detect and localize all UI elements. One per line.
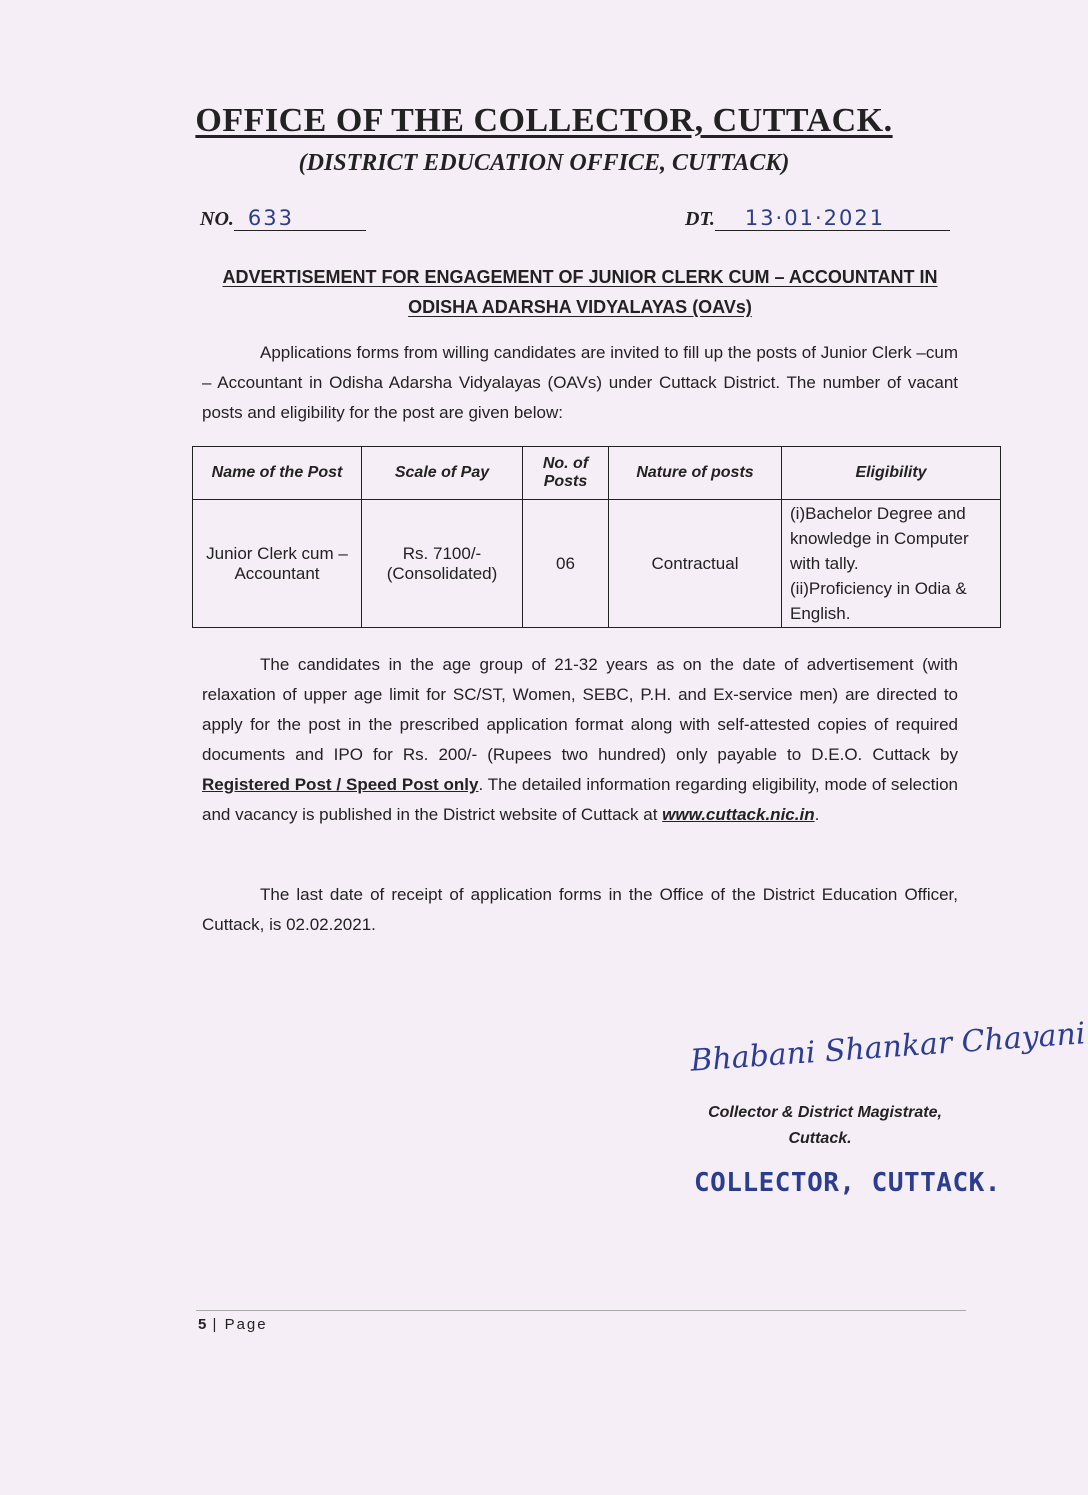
designation-line1: Collector & District Magistrate, [708, 1104, 942, 1121]
page-footer [198, 1316, 268, 1333]
header-eligibility: Eligibility [782, 447, 1001, 500]
cell-nature-of-posts: Contractual [609, 500, 782, 628]
header-no-of-posts: No. of Posts [523, 447, 609, 500]
eligibility-item-1: (i)Bachelor Degree and knowledge in Computer with tally. [790, 504, 969, 573]
office-subtitle: (DISTRICT EDUCATION OFFICE, CUTTACK) [298, 150, 790, 176]
last-date-paragraph: The last date of receipt of application forms in the Office of the District Education Officer, Cuttack, is 02.02.2021. [202, 885, 958, 934]
vacancy-table [192, 446, 1001, 628]
header-nature-of-posts: Nature of posts [609, 447, 782, 500]
reference-date [685, 206, 950, 231]
eligibility-paragraph: The candidates in the age group of 21-32 years as on the date of advertisement (with relaxation of upper age limit for SC/ST, Women, SEBC, P.H. and Ex-service men) are directed to apply for the post in the prescribed application format along with self-attested copies of required documents and IPO for Rs. 200/- (Rupees two hundred) only payable to D.E.O. Cuttack by Registered Post / Speed Post only. The detailed information regarding eligibility, mode of selection and vacancy is published in the District website of Cuttack at www.cuttack.nic.in. [202, 655, 959, 824]
reference-date-value: 13·01·2021 [715, 206, 950, 231]
handwritten-signature: Bhabani Shankar Chayani [689, 1016, 1087, 1079]
collector-stamp: COLLECTOR, CUTTACK. [694, 1168, 1001, 1198]
table-row [193, 500, 1001, 628]
cell-no-of-posts: 06 [523, 500, 609, 628]
page-label: | Page [212, 1316, 268, 1333]
advertisement-heading-line2: ODISHA ADARSHA VIDYALAYAS (OAVs) [408, 297, 752, 317]
header-post-name: Name of the Post [193, 447, 362, 500]
intro-paragraph: Applications forms from willing candidates are invited to fill up the posts of Junior Clerk –cum – Accountant in Odisha Adarsha Vidyalayas (OAVs) under Cuttack District. The number of vacant posts and eligibility for the post are given below: [202, 343, 958, 422]
advertisement-heading [150, 262, 1010, 322]
header-scale-of-pay: Scale of Pay [362, 447, 523, 500]
designation-line2: Cuttack. [788, 1130, 852, 1147]
footer-divider [196, 1310, 966, 1311]
post-mode-emphasis: Registered Post / Speed Post only [202, 775, 479, 794]
page-number: 5 [198, 1316, 207, 1333]
reference-number [200, 206, 366, 231]
website-link[interactable]: www.cuttack.nic.in [662, 805, 815, 824]
reference-number-value: 633 [234, 206, 366, 231]
reference-number-label: NO. [200, 208, 234, 230]
cell-eligibility [782, 500, 1001, 628]
signatory-designation [640, 1100, 1000, 1152]
reference-date-label: DT. [685, 208, 715, 230]
advertisement-heading-line1: ADVERTISEMENT FOR ENGAGEMENT OF JUNIOR CLERK CUM – ACCOUNTANT IN [222, 267, 938, 287]
cell-post-name: Junior Clerk cum – Accountant [193, 500, 362, 628]
eligibility-item-2: (ii)Proficiency in Odia & English. [790, 579, 967, 623]
table-header-row [193, 447, 1001, 500]
office-title: OFFICE OF THE COLLECTOR, CUTTACK. [195, 102, 893, 139]
cell-scale-of-pay: Rs. 7100/- (Consolidated) [362, 500, 523, 628]
